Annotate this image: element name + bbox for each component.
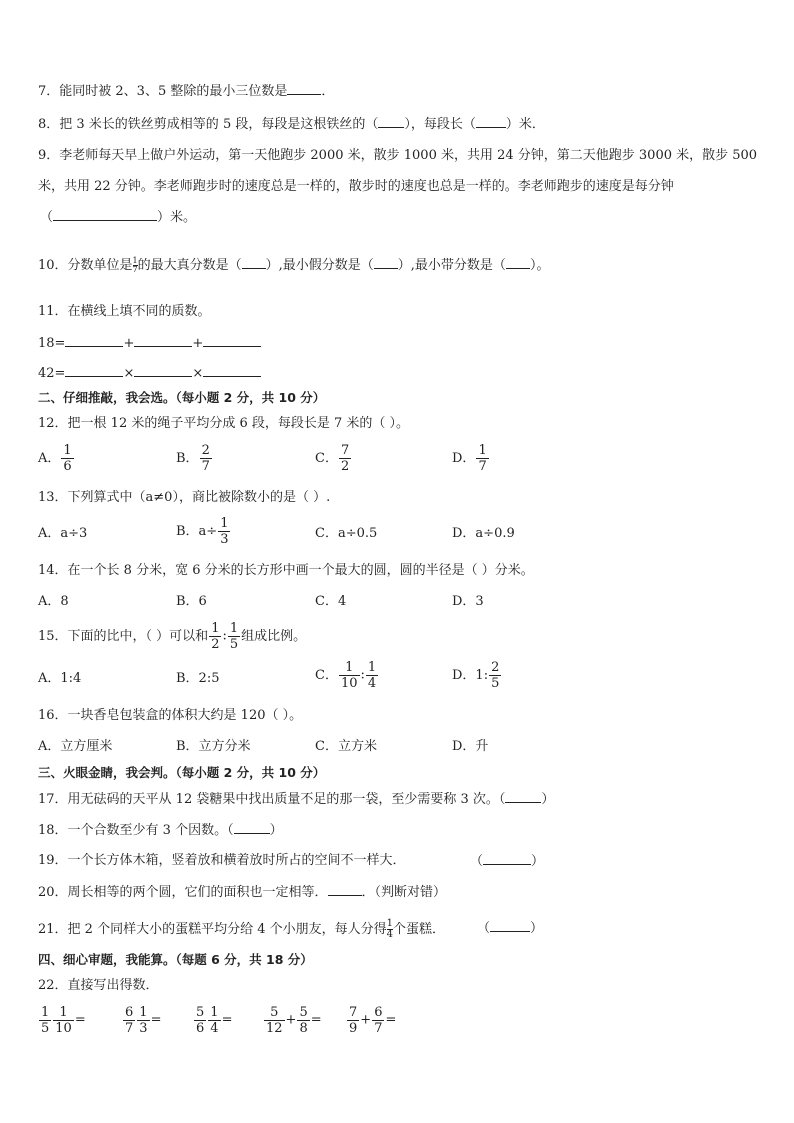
answer-blank[interactable] <box>203 334 261 347</box>
answer-blank[interactable] <box>287 82 321 95</box>
question-9-line-3: （ ）米。 <box>40 210 197 225</box>
option-d[interactable]: D．a÷0.9 <box>452 526 515 541</box>
option-b[interactable]: B．立方分米 <box>176 739 251 754</box>
answer-blank[interactable] <box>242 256 266 269</box>
fraction: $\frac{1}{7}$ <box>478 443 487 474</box>
option-c[interactable]: C． $\frac{1}{10}$ : $\frac{1}{4}$ <box>315 660 377 691</box>
fraction: $\frac{7}{9}$ <box>349 1005 358 1036</box>
question-18: 18．一个合数至少有 3 个因数。（ ） <box>38 823 283 838</box>
answer-blank[interactable] <box>378 115 404 128</box>
answer-blank[interactable] <box>65 334 123 347</box>
option-a[interactable]: A．立方厘米 <box>38 739 113 754</box>
fraction: $\frac{2}{7}$ <box>201 443 210 474</box>
fraction: $\frac{1}{3}$ <box>220 516 229 547</box>
option-b[interactable]: B．a÷ $\frac{1}{3}$ <box>176 516 229 547</box>
calc-expression-2: $\frac{6}{7}$ $\frac{1}{3}$ = <box>125 1005 162 1036</box>
fraction: $\frac{1}{4}$ <box>367 660 377 691</box>
answer-blank[interactable] <box>505 790 541 803</box>
fraction: $\frac{5}{12}$ <box>266 1005 283 1036</box>
question-15: 15．下面的比中，（ ）可以和 $\frac{1}{2}$ : $\frac{1}{5}$ 组成比例。 <box>38 621 307 652</box>
fraction: $\frac{1}{4}$ <box>210 1005 219 1036</box>
fraction: $\frac{1}{6}$ <box>63 443 72 474</box>
answer-blank[interactable] <box>328 883 362 896</box>
calc-expression-1: $\frac{1}{5}$ $\frac{1}{10}$ = <box>41 1005 86 1036</box>
fraction: $\frac{5}{6}$ <box>196 1005 205 1036</box>
fraction: $\frac{1}{5}$ <box>229 621 239 652</box>
option-c[interactable]: C．立方米 <box>315 739 377 754</box>
option-d[interactable]: D．升 <box>452 739 489 754</box>
answer-blank[interactable] <box>374 256 398 269</box>
question-21: 21．把 2 个同样大小的蛋糕平均分给 4 个小朋友，每人分得 $\frac{1}{4}$ 个蛋糕． <box>38 918 446 940</box>
option-a[interactable]: A．8 <box>38 594 69 609</box>
option-c[interactable]: C． $\frac{7}{2}$ <box>315 443 350 474</box>
question-11-line-18: 18= + + <box>38 334 261 353</box>
answer-blank[interactable] <box>65 364 123 377</box>
fraction: $\frac{1}{5}$ <box>41 1005 50 1036</box>
question-22-title: 22．直接写出得数． <box>38 978 159 993</box>
fraction: $\frac{2}{5}$ <box>491 660 500 691</box>
option-d[interactable]: D． $\frac{1}{7}$ <box>452 443 487 474</box>
question-11-title: 11．在横线上填不同的质数。 <box>38 304 211 319</box>
option-c[interactable]: C．4 <box>315 594 347 609</box>
option-d[interactable]: D．3 <box>452 594 484 609</box>
answer-blank[interactable] <box>476 115 506 128</box>
fraction: $\frac{1}{10}$ <box>55 1005 72 1036</box>
option-b[interactable]: B．6 <box>176 594 207 609</box>
question-10: 10．分数单位是 $\frac{1}{7}$ 的最大真分数是（ ）,最小假分数是（ ）,最小带分数是（ ）。 <box>38 256 550 274</box>
question-7: 7．能同时被 2、3、5 整除的最小三位数是 ． <box>38 84 335 99</box>
fraction: $\frac{5}{8}$ <box>299 1005 308 1036</box>
option-c[interactable]: C．a÷0.5 <box>315 526 378 541</box>
calc-expression-3: $\frac{5}{6}$ $\frac{1}{4}$ = <box>196 1005 233 1036</box>
answer-blank[interactable] <box>234 821 270 834</box>
option-b[interactable]: B．2:5 <box>176 671 220 686</box>
fraction: $\frac{1}{3}$ <box>139 1005 148 1036</box>
fraction: $\frac{7}{2}$ <box>340 443 350 474</box>
answer-blank[interactable] <box>53 208 157 221</box>
question-19-answer: （ ） <box>470 854 545 869</box>
answer-blank[interactable] <box>134 364 192 377</box>
option-d[interactable]: D．1: $\frac{2}{5}$ <box>452 660 500 691</box>
question-21-answer: （ ） <box>477 921 544 936</box>
fraction: $\frac{6}{7}$ <box>374 1005 383 1036</box>
question-14: 14．在一个长 8 分米，宽 6 分米的长方形中画一个最大的圆，圆的半径是（ ）分米。 <box>38 563 534 578</box>
answer-blank[interactable] <box>490 919 530 932</box>
answer-blank[interactable] <box>134 334 192 347</box>
calc-expression-5: $\frac{7}{9}$ + $\frac{6}{7}$ = <box>349 1005 397 1036</box>
fraction: $\frac{1}{2}$ <box>211 621 220 652</box>
option-a[interactable]: A．1:4 <box>38 671 82 686</box>
question-9-line-1: 9．李老师每天早上做户外运动，第一天他跑步 2000 米，散步 1000 米，共用 24 分钟，第二天他跑步 3000 米，散步 500 <box>38 148 758 163</box>
question-8: 8．把 3 米长的铁丝剪成相等的 5 段，每段是这根铁丝的（ ），每段长（ ）米． <box>38 117 545 132</box>
fraction: $\frac{1}{7}$ <box>132 256 138 274</box>
question-12: 12．把一根 12 米的绳子平均分成 6 段，每段长是 7 米的（ ）。 <box>38 416 410 431</box>
option-a[interactable]: A． $\frac{1}{6}$ <box>38 443 72 474</box>
question-9-line-2: 米，共用 22 分钟。李老师跑步时的速度总是一样的，散步时的速度也总是一样的。李老师跑步的速度是每分钟 <box>38 179 674 194</box>
fraction: $\frac{1}{4}$ <box>386 918 393 940</box>
question-13: 13．下列算式中（a≠0），商比被除数小的是（ ）. <box>38 490 331 505</box>
question-16: 16．一块香皂包装盒的体积大约是 120（ ）。 <box>38 708 303 723</box>
section-4-heading: 四、细心审题，我能算。（每题 6 分，共 18 分） <box>38 952 313 967</box>
section-3-heading: 三、火眼金睛，我会判。（每小题 2 分，共 10 分） <box>38 765 326 780</box>
option-a[interactable]: A．a÷3 <box>38 526 88 541</box>
question-19: 19．一个长方体木箱，竖着放和横着放时所占的空间不一样大． <box>38 853 406 868</box>
calc-expression-4: $\frac{5}{12}$ + $\frac{5}{8}$ = <box>266 1005 322 1036</box>
answer-blank[interactable] <box>203 364 261 377</box>
section-2-heading: 二、仔细推敲，我会选。（每小题 2 分，共 10 分） <box>38 390 326 405</box>
fraction: $\frac{1}{10}$ <box>340 660 358 691</box>
answer-blank[interactable] <box>506 256 530 269</box>
question-20: 20．周长相等的两个圆，它们的面积也一定相等． ．（判断对错） <box>38 885 447 900</box>
question-11-line-42: 42= × × <box>38 364 261 383</box>
question-17: 17．用无砝码的天平从 12 袋糖果中找出质量不足的那一袋，至少需要称 3 次。（ ） <box>38 792 555 807</box>
answer-blank[interactable] <box>483 852 531 865</box>
fraction: $\frac{6}{7}$ <box>125 1005 134 1036</box>
option-b[interactable]: B． $\frac{2}{7}$ <box>176 443 210 474</box>
